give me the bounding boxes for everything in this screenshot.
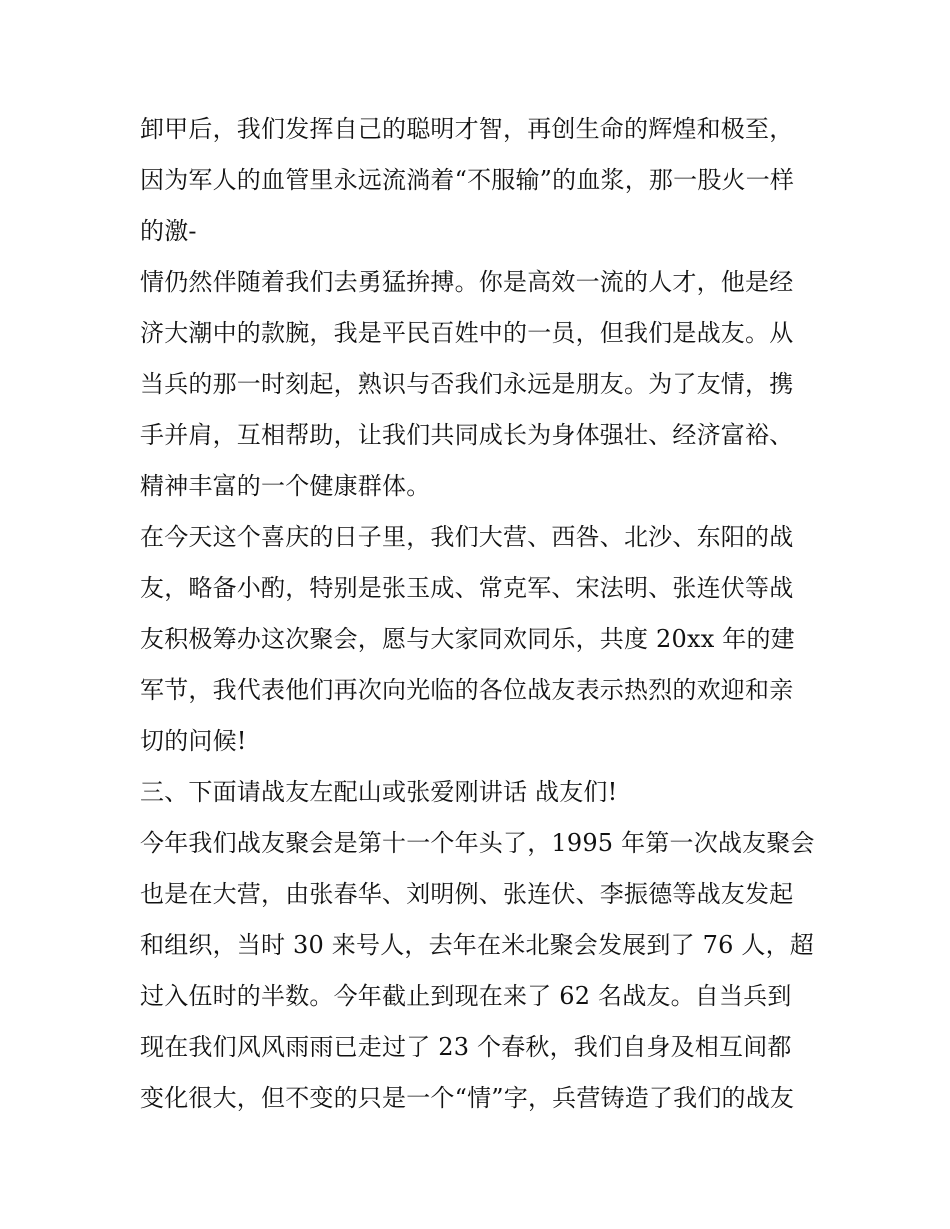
text-line: 济大潮中的款腕，我是平民百姓中的一员，但我们是战友。从: [140, 319, 794, 347]
text-line: 在今天这个喜庆的日子里，我们大营、西咎、北沙、东阳的战: [140, 523, 794, 551]
text-line: 手并肩，互相帮助，让我们共同成长为身体强壮、经济富裕、: [140, 421, 794, 449]
text-line: 情仍然伴随着我们去勇猛拚搏。你是高效一流的人才，他是经: [140, 268, 794, 296]
text-line: 和组织，当时 30 来号人，去年在米北聚会发展到了 76 人，超: [140, 931, 814, 959]
text-line: 过入伍时的半数。今年截止到现在来了 62 名战友。自当兵到: [140, 982, 792, 1010]
text-line: 现在我们风风雨雨已走过了 23 个春秋，我们自身及相互间都: [140, 1033, 792, 1061]
text-line: 当兵的那一时刻起，熟识与否我们永远是朋友。为了友情，携: [140, 370, 794, 398]
text-line: 卸甲后，我们发挥自己的聪明才智，再创生命的辉煌和极至，: [140, 115, 794, 143]
text-line: 三、下面请战友左配山或张爱刚讲话 战友们!: [140, 778, 618, 806]
text-line: 友，略备小酌，特别是张玉成、常克军、宋法明、张连伏等战: [140, 574, 794, 602]
text-line: 因为军人的血管里永远流淌着“不服输”的血浆，那一股火一样: [140, 166, 795, 194]
text-line: 切的问候!: [140, 727, 247, 755]
text-line: 军节，我代表他们再次向光临的各位战友表示热烈的欢迎和亲: [140, 676, 794, 704]
text-line: 的激-: [140, 217, 197, 245]
text-line: 变化很大，但不变的只是一个“情”字，兵营铸造了我们的战友: [140, 1084, 795, 1112]
text-line: 友积极筹办这次聚会，愿与大家同欢同乐，共度 20xx 年的建: [140, 625, 795, 653]
text-line: 也是在大营，由张春华、刘明例、张连伏、李振德等战友发起: [140, 880, 794, 908]
text-line: 今年我们战友聚会是第十一个年头了，1995 年第一次战友聚会: [140, 829, 815, 857]
document-body: [140, 104, 820, 1124]
text-line: 精神丰富的一个健康群体。: [140, 472, 431, 500]
